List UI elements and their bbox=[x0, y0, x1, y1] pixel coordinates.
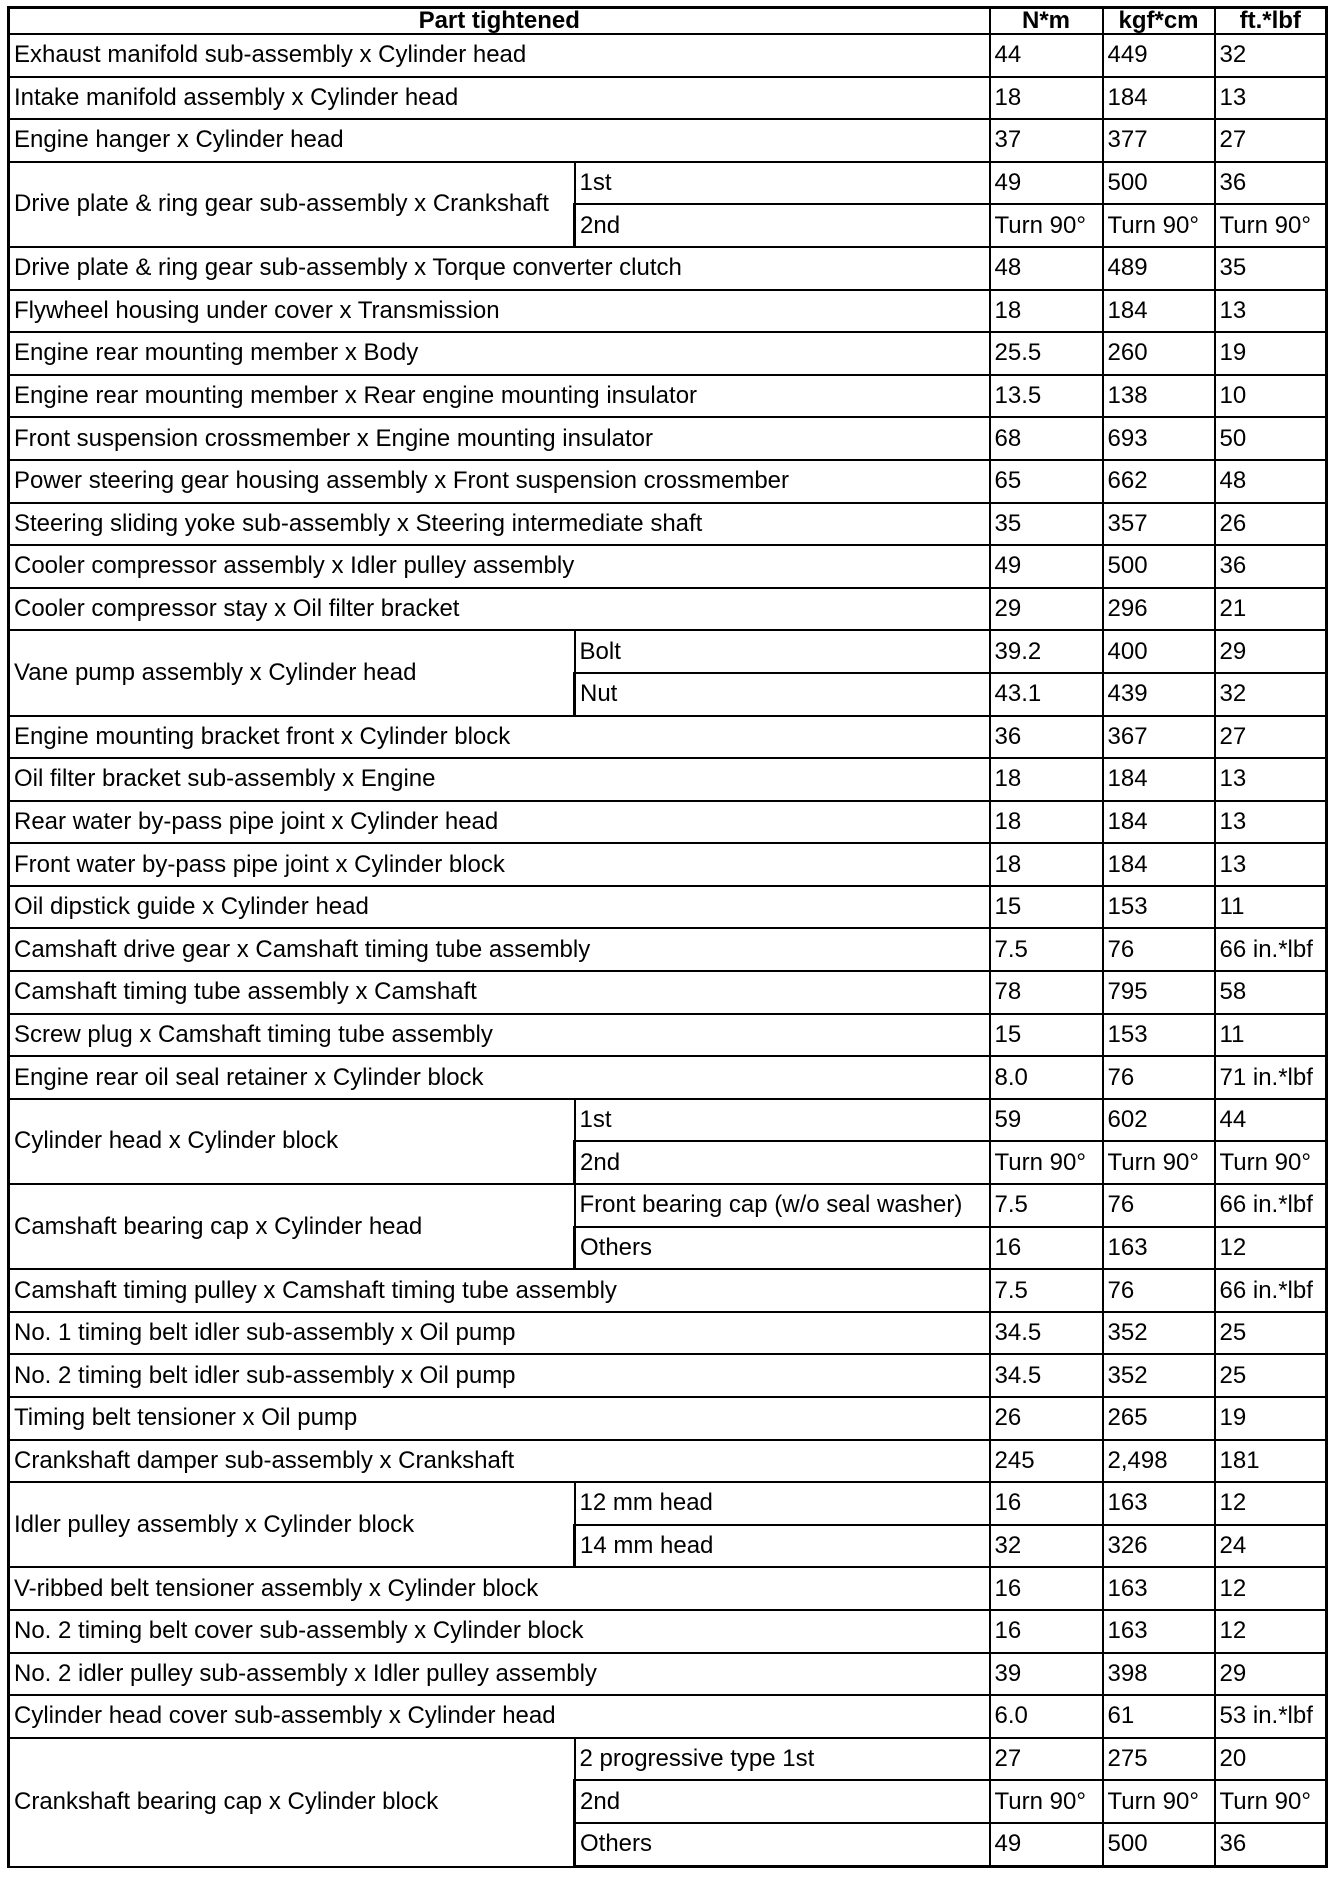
torque-nm-cell: 16 bbox=[990, 1610, 1103, 1653]
torque-kgf-cell: 500 bbox=[1103, 1823, 1215, 1867]
part-name-cell: Crankshaft bearing cap x Cylinder block bbox=[9, 1738, 575, 1867]
table-row bbox=[9, 1482, 1327, 1525]
part-name-cell: Screw plug x Camshaft timing tube assembly bbox=[9, 1014, 990, 1057]
part-name-cell: No. 2 idler pulley sub-assembly x Idler pulley assembly bbox=[9, 1653, 990, 1696]
torque-nm-cell: 15 bbox=[990, 1014, 1103, 1057]
torque-kgf-cell: 398 bbox=[1103, 1653, 1215, 1696]
torque-ft-cell: 66 in.*lbf bbox=[1215, 1269, 1327, 1312]
torque-nm-cell: 13.5 bbox=[990, 375, 1103, 418]
torque-ft-cell: 71 in.*lbf bbox=[1215, 1056, 1327, 1099]
torque-kgf-cell: 76 bbox=[1103, 1269, 1215, 1312]
torque-kgf-cell: 275 bbox=[1103, 1738, 1215, 1781]
torque-kgf-cell: 184 bbox=[1103, 843, 1215, 886]
table-row bbox=[9, 1269, 1327, 1312]
condition-cell: Others bbox=[575, 1227, 990, 1270]
torque-nm-cell: 18 bbox=[990, 843, 1103, 886]
table-row bbox=[9, 1184, 1327, 1227]
part-name-cell: Cooler compressor stay x Oil filter bracket bbox=[9, 588, 990, 631]
part-name-cell: Crankshaft damper sub-assembly x Crankshaft bbox=[9, 1440, 990, 1483]
torque-ft-cell: 11 bbox=[1215, 1014, 1327, 1057]
condition-cell: 12 mm head bbox=[575, 1482, 990, 1525]
torque-kgf-cell: 352 bbox=[1103, 1354, 1215, 1397]
torque-kgf-cell: 400 bbox=[1103, 630, 1215, 673]
table-row bbox=[9, 1653, 1327, 1696]
table-row bbox=[9, 119, 1327, 162]
torque-kgf-cell: 693 bbox=[1103, 417, 1215, 460]
table-row bbox=[9, 1567, 1327, 1610]
torque-ft-cell: 50 bbox=[1215, 417, 1327, 460]
part-name-cell: Engine rear oil seal retainer x Cylinder block bbox=[9, 1056, 990, 1099]
condition-cell: Others bbox=[575, 1823, 990, 1867]
torque-kgf-cell: 500 bbox=[1103, 162, 1215, 205]
part-name-cell: Idler pulley assembly x Cylinder block bbox=[9, 1482, 575, 1567]
torque-ft-cell: 13 bbox=[1215, 843, 1327, 886]
torque-nm-cell: 15 bbox=[990, 886, 1103, 929]
torque-ft-cell: 35 bbox=[1215, 247, 1327, 290]
table-row bbox=[9, 332, 1327, 375]
torque-nm-cell: 27 bbox=[990, 1738, 1103, 1781]
torque-nm-cell: 29 bbox=[990, 588, 1103, 631]
table-row bbox=[9, 1695, 1327, 1738]
table-row bbox=[9, 375, 1327, 418]
torque-ft-cell: 66 in.*lbf bbox=[1215, 1184, 1327, 1227]
header-ft-lbf: ft.*lbf bbox=[1215, 8, 1327, 35]
part-name-cell: Engine rear mounting member x Rear engine mounting insulator bbox=[9, 375, 990, 418]
table-row bbox=[9, 34, 1327, 77]
table-row bbox=[9, 290, 1327, 333]
torque-ft-cell: 44 bbox=[1215, 1099, 1327, 1142]
condition-cell: Front bearing cap (w/o seal washer) bbox=[575, 1184, 990, 1227]
torque-ft-cell: 24 bbox=[1215, 1525, 1327, 1568]
torque-nm-cell: 34.5 bbox=[990, 1354, 1103, 1397]
part-name-cell: No. 2 timing belt cover sub-assembly x Cylinder block bbox=[9, 1610, 990, 1653]
table-row bbox=[9, 716, 1327, 759]
torque-kgf-cell: 163 bbox=[1103, 1610, 1215, 1653]
torque-nm-cell: Turn 90° bbox=[990, 1141, 1103, 1184]
torque-ft-cell: Turn 90° bbox=[1215, 204, 1327, 247]
torque-nm-cell: 7.5 bbox=[990, 1184, 1103, 1227]
condition-cell: 2nd bbox=[575, 1141, 990, 1184]
torque-ft-cell: 36 bbox=[1215, 162, 1327, 205]
header-part-tightened: Part tightened bbox=[9, 8, 990, 35]
part-name-cell: Power steering gear housing assembly x Front suspension crossmember bbox=[9, 460, 990, 503]
torque-ft-cell: 20 bbox=[1215, 1738, 1327, 1781]
torque-nm-cell: 39 bbox=[990, 1653, 1103, 1696]
torque-nm-cell: 7.5 bbox=[990, 1269, 1103, 1312]
torque-nm-cell: Turn 90° bbox=[990, 1780, 1103, 1823]
condition-cell: 2nd bbox=[575, 204, 990, 247]
table-row bbox=[9, 545, 1327, 588]
torque-ft-cell: 29 bbox=[1215, 630, 1327, 673]
part-name-cell: Camshaft timing pulley x Camshaft timing tube assembly bbox=[9, 1269, 990, 1312]
torque-ft-cell: 48 bbox=[1215, 460, 1327, 503]
table-row bbox=[9, 1099, 1327, 1142]
part-name-cell: Drive plate & ring gear sub-assembly x Torque converter clutch bbox=[9, 247, 990, 290]
torque-nm-cell: 16 bbox=[990, 1482, 1103, 1525]
torque-kgf-cell: 500 bbox=[1103, 545, 1215, 588]
part-name-cell: Engine hanger x Cylinder head bbox=[9, 119, 990, 162]
torque-ft-cell: 53 in.*lbf bbox=[1215, 1695, 1327, 1738]
torque-ft-cell: 12 bbox=[1215, 1567, 1327, 1610]
torque-kgf-cell: 163 bbox=[1103, 1227, 1215, 1270]
table-row bbox=[9, 928, 1327, 971]
table-row bbox=[9, 971, 1327, 1014]
table-row bbox=[9, 1014, 1327, 1057]
torque-nm-cell: 49 bbox=[990, 545, 1103, 588]
table-row bbox=[9, 843, 1327, 886]
torque-kgf-cell: 61 bbox=[1103, 1695, 1215, 1738]
torque-nm-cell: 25.5 bbox=[990, 332, 1103, 375]
condition-cell: Nut bbox=[575, 673, 990, 716]
condition-cell: 1st bbox=[575, 1099, 990, 1142]
header-row bbox=[9, 8, 1327, 35]
table-row bbox=[9, 1440, 1327, 1483]
torque-nm-cell: 78 bbox=[990, 971, 1103, 1014]
torque-ft-cell: 13 bbox=[1215, 758, 1327, 801]
torque-ft-cell: 66 in.*lbf bbox=[1215, 928, 1327, 971]
torque-ft-cell: 25 bbox=[1215, 1354, 1327, 1397]
part-name-cell: Oil filter bracket sub-assembly x Engine bbox=[9, 758, 990, 801]
part-name-cell: Camshaft timing tube assembly x Camshaft bbox=[9, 971, 990, 1014]
torque-nm-cell: 44 bbox=[990, 34, 1103, 77]
torque-kgf-cell: 352 bbox=[1103, 1312, 1215, 1355]
condition-cell: 2 progressive type 1st bbox=[575, 1738, 990, 1781]
torque-nm-cell: 59 bbox=[990, 1099, 1103, 1142]
torque-nm-cell: 35 bbox=[990, 503, 1103, 546]
table-row bbox=[9, 77, 1327, 120]
torque-kgf-cell: 153 bbox=[1103, 886, 1215, 929]
torque-kgf-cell: 296 bbox=[1103, 588, 1215, 631]
torque-kgf-cell: 76 bbox=[1103, 928, 1215, 971]
torque-ft-cell: 58 bbox=[1215, 971, 1327, 1014]
table-row bbox=[9, 503, 1327, 546]
torque-nm-cell: 37 bbox=[990, 119, 1103, 162]
torque-spec-table bbox=[7, 6, 1328, 1868]
torque-kgf-cell: 377 bbox=[1103, 119, 1215, 162]
part-name-cell: Engine mounting bracket front x Cylinder block bbox=[9, 716, 990, 759]
part-name-cell: Vane pump assembly x Cylinder head bbox=[9, 630, 575, 715]
torque-ft-cell: Turn 90° bbox=[1215, 1780, 1327, 1823]
header-newton-meter: N*m bbox=[990, 8, 1103, 35]
part-name-cell: Flywheel housing under cover x Transmission bbox=[9, 290, 990, 333]
torque-nm-cell: 48 bbox=[990, 247, 1103, 290]
torque-ft-cell: 13 bbox=[1215, 77, 1327, 120]
torque-ft-cell: 26 bbox=[1215, 503, 1327, 546]
table-row bbox=[9, 1397, 1327, 1440]
condition-cell: 2nd bbox=[575, 1780, 990, 1823]
torque-ft-cell: 36 bbox=[1215, 545, 1327, 588]
torque-nm-cell: 32 bbox=[990, 1525, 1103, 1568]
torque-ft-cell: 11 bbox=[1215, 886, 1327, 929]
torque-nm-cell: 26 bbox=[990, 1397, 1103, 1440]
torque-nm-cell: 6.0 bbox=[990, 1695, 1103, 1738]
part-name-cell: Cylinder head cover sub-assembly x Cylinder head bbox=[9, 1695, 990, 1738]
torque-ft-cell: 12 bbox=[1215, 1227, 1327, 1270]
torque-kgf-cell: Turn 90° bbox=[1103, 1780, 1215, 1823]
table-row bbox=[9, 630, 1327, 673]
torque-ft-cell: 181 bbox=[1215, 1440, 1327, 1483]
torque-nm-cell: 49 bbox=[990, 162, 1103, 205]
table-row bbox=[9, 1056, 1327, 1099]
torque-nm-cell: 18 bbox=[990, 801, 1103, 844]
torque-ft-cell: 12 bbox=[1215, 1482, 1327, 1525]
table-row bbox=[9, 1610, 1327, 1653]
torque-kgf-cell: 184 bbox=[1103, 290, 1215, 333]
part-name-cell: Drive plate & ring gear sub-assembly x Crankshaft bbox=[9, 162, 575, 247]
part-name-cell: Steering sliding yoke sub-assembly x Steering intermediate shaft bbox=[9, 503, 990, 546]
torque-ft-cell: 32 bbox=[1215, 34, 1327, 77]
torque-kgf-cell: 2,498 bbox=[1103, 1440, 1215, 1483]
torque-kgf-cell: 76 bbox=[1103, 1184, 1215, 1227]
torque-ft-cell: 27 bbox=[1215, 716, 1327, 759]
torque-nm-cell: 34.5 bbox=[990, 1312, 1103, 1355]
part-name-cell: Cooler compressor assembly x Idler pulley assembly bbox=[9, 545, 990, 588]
table-row bbox=[9, 460, 1327, 503]
torque-nm-cell: 36 bbox=[990, 716, 1103, 759]
table-header bbox=[9, 8, 1327, 35]
torque-kgf-cell: 326 bbox=[1103, 1525, 1215, 1568]
torque-nm-cell: 18 bbox=[990, 77, 1103, 120]
part-name-cell: Exhaust manifold sub-assembly x Cylinder head bbox=[9, 34, 990, 77]
torque-ft-cell: 13 bbox=[1215, 801, 1327, 844]
part-name-cell: Oil dipstick guide x Cylinder head bbox=[9, 886, 990, 929]
torque-kgf-cell: 439 bbox=[1103, 673, 1215, 716]
condition-cell: Bolt bbox=[575, 630, 990, 673]
torque-spec-sheet bbox=[7, 6, 1325, 1868]
torque-kgf-cell: 153 bbox=[1103, 1014, 1215, 1057]
condition-cell: 14 mm head bbox=[575, 1525, 990, 1568]
part-name-cell: No. 2 timing belt idler sub-assembly x Oil pump bbox=[9, 1354, 990, 1397]
part-name-cell: Rear water by-pass pipe joint x Cylinder head bbox=[9, 801, 990, 844]
torque-ft-cell: 36 bbox=[1215, 1823, 1327, 1867]
condition-cell: 1st bbox=[575, 162, 990, 205]
table-row bbox=[9, 801, 1327, 844]
part-name-cell: Timing belt tensioner x Oil pump bbox=[9, 1397, 990, 1440]
part-name-cell: Engine rear mounting member x Body bbox=[9, 332, 990, 375]
table-body bbox=[9, 34, 1327, 1867]
torque-kgf-cell: 184 bbox=[1103, 758, 1215, 801]
torque-kgf-cell: Turn 90° bbox=[1103, 1141, 1215, 1184]
torque-nm-cell: 43.1 bbox=[990, 673, 1103, 716]
torque-kgf-cell: 602 bbox=[1103, 1099, 1215, 1142]
part-name-cell: Front water by-pass pipe joint x Cylinder block bbox=[9, 843, 990, 886]
torque-ft-cell: 29 bbox=[1215, 1653, 1327, 1696]
part-name-cell: Cylinder head x Cylinder block bbox=[9, 1099, 575, 1184]
torque-nm-cell: 7.5 bbox=[990, 928, 1103, 971]
torque-ft-cell: 12 bbox=[1215, 1610, 1327, 1653]
table-row bbox=[9, 886, 1327, 929]
torque-ft-cell: 25 bbox=[1215, 1312, 1327, 1355]
torque-nm-cell: Turn 90° bbox=[990, 204, 1103, 247]
torque-ft-cell: 21 bbox=[1215, 588, 1327, 631]
torque-nm-cell: 49 bbox=[990, 1823, 1103, 1867]
torque-nm-cell: 16 bbox=[990, 1227, 1103, 1270]
torque-kgf-cell: 367 bbox=[1103, 716, 1215, 759]
table-row bbox=[9, 758, 1327, 801]
torque-ft-cell: 19 bbox=[1215, 1397, 1327, 1440]
torque-kgf-cell: 260 bbox=[1103, 332, 1215, 375]
table-row bbox=[9, 1312, 1327, 1355]
table-row bbox=[9, 1354, 1327, 1397]
torque-nm-cell: 16 bbox=[990, 1567, 1103, 1610]
part-name-cell: Front suspension crossmember x Engine mounting insulator bbox=[9, 417, 990, 460]
torque-ft-cell: 32 bbox=[1215, 673, 1327, 716]
torque-kgf-cell: Turn 90° bbox=[1103, 204, 1215, 247]
torque-kgf-cell: 163 bbox=[1103, 1482, 1215, 1525]
torque-ft-cell: 13 bbox=[1215, 290, 1327, 333]
torque-kgf-cell: 184 bbox=[1103, 801, 1215, 844]
part-name-cell: No. 1 timing belt idler sub-assembly x Oil pump bbox=[9, 1312, 990, 1355]
torque-kgf-cell: 265 bbox=[1103, 1397, 1215, 1440]
torque-kgf-cell: 357 bbox=[1103, 503, 1215, 546]
part-name-cell: Intake manifold assembly x Cylinder head bbox=[9, 77, 990, 120]
torque-nm-cell: 65 bbox=[990, 460, 1103, 503]
torque-kgf-cell: 163 bbox=[1103, 1567, 1215, 1610]
table-row bbox=[9, 247, 1327, 290]
torque-ft-cell: 19 bbox=[1215, 332, 1327, 375]
torque-kgf-cell: 76 bbox=[1103, 1056, 1215, 1099]
table-row bbox=[9, 417, 1327, 460]
torque-ft-cell: Turn 90° bbox=[1215, 1141, 1327, 1184]
torque-kgf-cell: 795 bbox=[1103, 971, 1215, 1014]
torque-kgf-cell: 184 bbox=[1103, 77, 1215, 120]
table-row bbox=[9, 588, 1327, 631]
torque-nm-cell: 8.0 bbox=[990, 1056, 1103, 1099]
torque-kgf-cell: 662 bbox=[1103, 460, 1215, 503]
part-name-cell: Camshaft drive gear x Camshaft timing tube assembly bbox=[9, 928, 990, 971]
part-name-cell: V-ribbed belt tensioner assembly x Cylinder block bbox=[9, 1567, 990, 1610]
torque-nm-cell: 18 bbox=[990, 758, 1103, 801]
torque-kgf-cell: 489 bbox=[1103, 247, 1215, 290]
torque-kgf-cell: 138 bbox=[1103, 375, 1215, 418]
torque-nm-cell: 245 bbox=[990, 1440, 1103, 1483]
torque-ft-cell: 10 bbox=[1215, 375, 1327, 418]
torque-ft-cell: 27 bbox=[1215, 119, 1327, 162]
part-name-cell: Camshaft bearing cap x Cylinder head bbox=[9, 1184, 575, 1269]
torque-nm-cell: 68 bbox=[990, 417, 1103, 460]
torque-nm-cell: 39.2 bbox=[990, 630, 1103, 673]
torque-nm-cell: 18 bbox=[990, 290, 1103, 333]
table-row bbox=[9, 162, 1327, 205]
header-kgf-cm: kgf*cm bbox=[1103, 8, 1215, 35]
torque-kgf-cell: 449 bbox=[1103, 34, 1215, 77]
table-row bbox=[9, 1738, 1327, 1781]
